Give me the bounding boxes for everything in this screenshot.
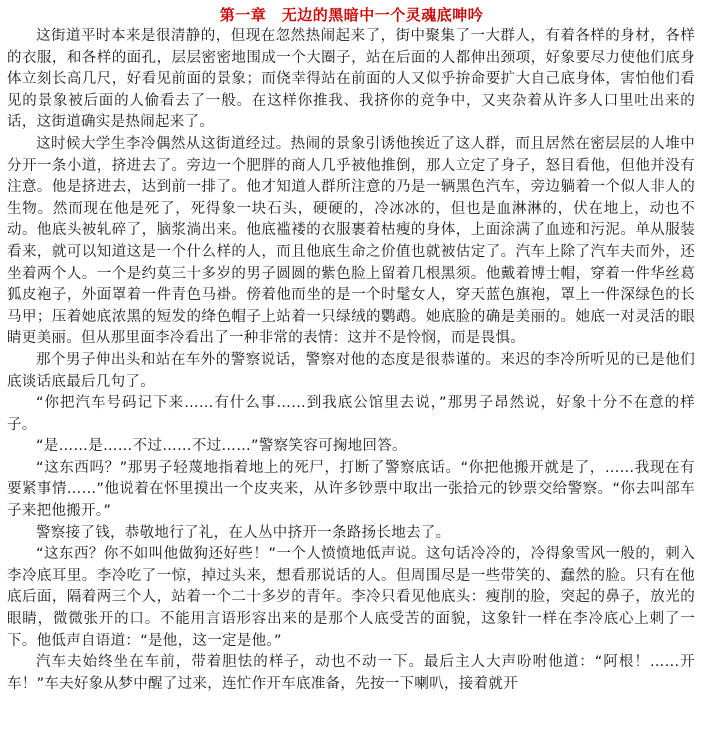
paragraph-6: “这东西吗？”那男子轻蔑地指着地上的死尸，打断了警察底话。“你把他搬开就是了，……我现在有要紧事情……”他说着在怀里摸出一个皮夹来，从许多钞票中取出一张拾元的钞票交给警察。“你去叫部车子来把他搬开。” xyxy=(7,459,695,520)
paragraph-9: 汽车夫始终坐在车前，带着胆怯的样子，动也不动一下。最后主人大声吩咐他道：“阿根！……开车！”车夫好象从梦中醒了过来，连忙作开车底准备，先按一下喇叭，接着就开 xyxy=(7,654,695,692)
paragraph-2: 这时候大学生李冷偶然从这街道经过。热闹的景象引诱他挨近了这人群，而且居然在密层层的人堆中分开一条小道，挤进去了。旁边一个肥胖的商人几乎被他推倒，那人立定了身子，怒目看他，但他并没有注意。他是挤进去，达到前一排了。他才知道人群所注意的乃是一辆黑色汽车，旁边躺着一个似人非人的生物。然而现在他是死了，死得象一块石头，硬硬的，冷冰冰的，但也是血淋淋的，伏在地上，动也不动。他底头被轧碎了，脑浆淌出来。他底褴褛的衣服裹着枯瘦的身体，上面涂满了血迹和污泥。单从服装看来，就可以知道这是一个什么样的人，而且他底生命之价值也就被估定了。汽车上除了汽车夫而外，还坐着两个人。一个是约莫三十多岁的男子圆圆的紫色脸上留着几根黑须。他戴着博士帽，穿着一件华丝葛狐皮袍子，外面罩着一件青色马褂。傍着他而坐的是一个时髦女人，穿天蓝色旗袍，罩上一件深绿色的长马甲；压着她底浓黑的短发的绛色帽子上站着一只绿绒的鹦鹉。她底脸的确是美丽的。她底一对灵活的眼睛更美丽。但从那里面李冷看出了一种非常的表情：这并不是怜悯，而是畏惧。 xyxy=(7,135,695,347)
paragraph-7: 警察接了钱，恭敬地行了礼，在人丛中挤开一条路扬长地去了。 xyxy=(36,524,451,541)
paragraph-8: “这东西？你不如叫他做狗还好些！”一个人愤愤地低声说。这句话冷冷的，冷得象雪风一般的，刺入李冷底耳里。李冷吃了一惊，掉过头来，想看那说话的人。但周围尽是一些带笑的、蠢然的脸。只有在他底后面，隔着两三个人，站着一个二十多岁的青年。李冷只看见他底头：瘦削的脸，突起的鼻子，放光的眼睛，微微张开的口。不能用言语形容出来的是那个人底受苦的面貌，这象针一样在李冷底心上刺了一下。他低声自语道：“是他，这一定是他。” xyxy=(7,546,695,649)
paragraph-3: 那个男子伸出头和站在车外的警察说话，警察对他的态度是很恭谨的。来迟的李冷所听见的已是他们底谈话底最后几句了。 xyxy=(7,351,695,390)
paragraph-4: “你把汽车号码记下来……有什么事……到我底公馆里去说，”那男子昂然说，好象十分不在意的样子。 xyxy=(7,395,695,433)
paragraph-1: 这街道平时本来是很清静的，但现在忽然热闹起来了，街中聚集了一大群人，有着各样的身材，各样的衣服，和各样的面孔，层层密密地围成一个大圈子，站在后面的人都伸出颈项，好象要尽力使他们底身体立刻长高几尺，好看见前面的景象；而侥幸得站在前面的人又似乎拚命要扩大自己底身体，害怕他们看见的景象被后面的人偷看去了一般。在这样你推我、我挤你的竞争中，又夹杂着从许多人口里吐出来的话，这街道确实是热闹起来了。 xyxy=(7,28,695,131)
chapter-title: 第一章 无边的黑暗中一个灵魂底呻吟 xyxy=(219,6,484,24)
paragraph-5: “是……是……不过……不过……”警察笑容可掬地回答。 xyxy=(36,438,407,455)
body-text xyxy=(7,26,695,695)
